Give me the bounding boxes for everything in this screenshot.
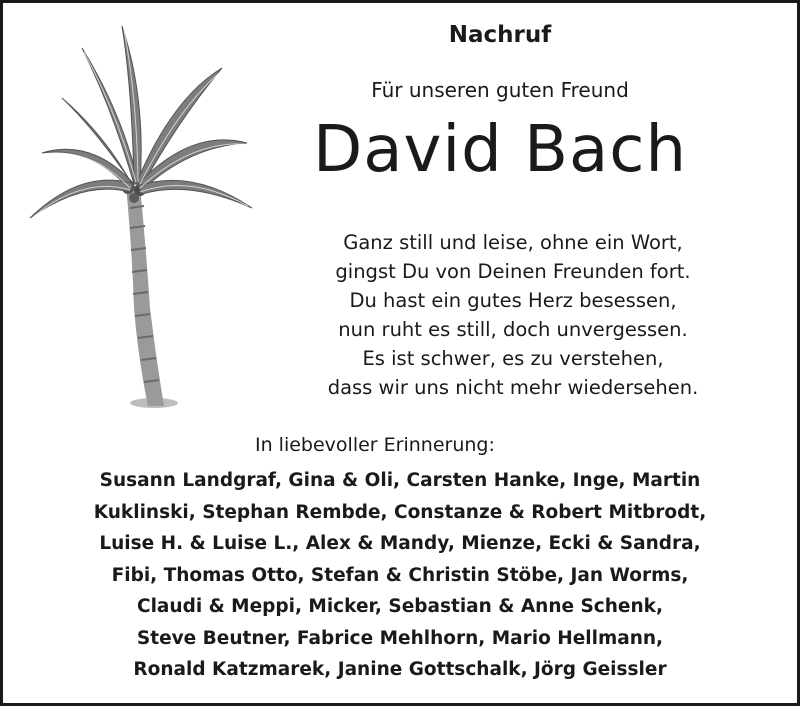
deceased-name: David Bach [313,113,687,187]
mourner-line: Fibi, Thomas Otto, Stefan & Christin Stöbe, Jan Worms, [111,564,689,586]
palm-tree-icon [22,18,262,418]
poem-line: dass wir uns nicht mehr wiedersehen. [327,376,699,399]
notice-subheading: Für unseren guten Freund [371,78,629,102]
mourner-line: Ronald Katzmarek, Janine Gottschalk, Jörg Geissler [133,659,667,680]
frame-border-left [0,0,3,706]
mourner-line: Susann Landgraf, Gina & Oli, Carsten Hanke, Inge, Martin [99,470,701,491]
mourner-line: Luise H. & Luise L., Alex & Mandy, Mienze, Ecki & Sandra, [99,533,701,554]
poem-line: Ganz still und leise, ohne ein Wort, [343,231,683,254]
frame-border-top [0,0,800,3]
poem-line: Du hast ein gutes Herz besessen, [349,289,677,312]
notice-heading: Nachruf [448,22,552,48]
mourner-list [10,465,790,686]
mourner-line: Steve Beutner, Fabrice Mehlhorn, Mario Hellmann, [136,627,664,649]
frame-border-bottom [0,703,800,706]
mourner-line: Claudi & Meppi, Micker, Sebastian & Anne Schenk, [137,596,663,617]
memory-label: In liebevoller Erinnerung: [255,434,495,456]
mourner-line: Kuklinski, Stephan Rembde, Constanze & Robert Mitbrodt, [93,501,707,523]
poem-line: Es ist schwer, es zu verstehen, [362,347,664,370]
poem-line: gingst Du von Deinen Freunden fort. [335,260,691,283]
poem [268,228,758,402]
poem-line: nun ruht es still, doch unvergessen. [338,318,688,341]
